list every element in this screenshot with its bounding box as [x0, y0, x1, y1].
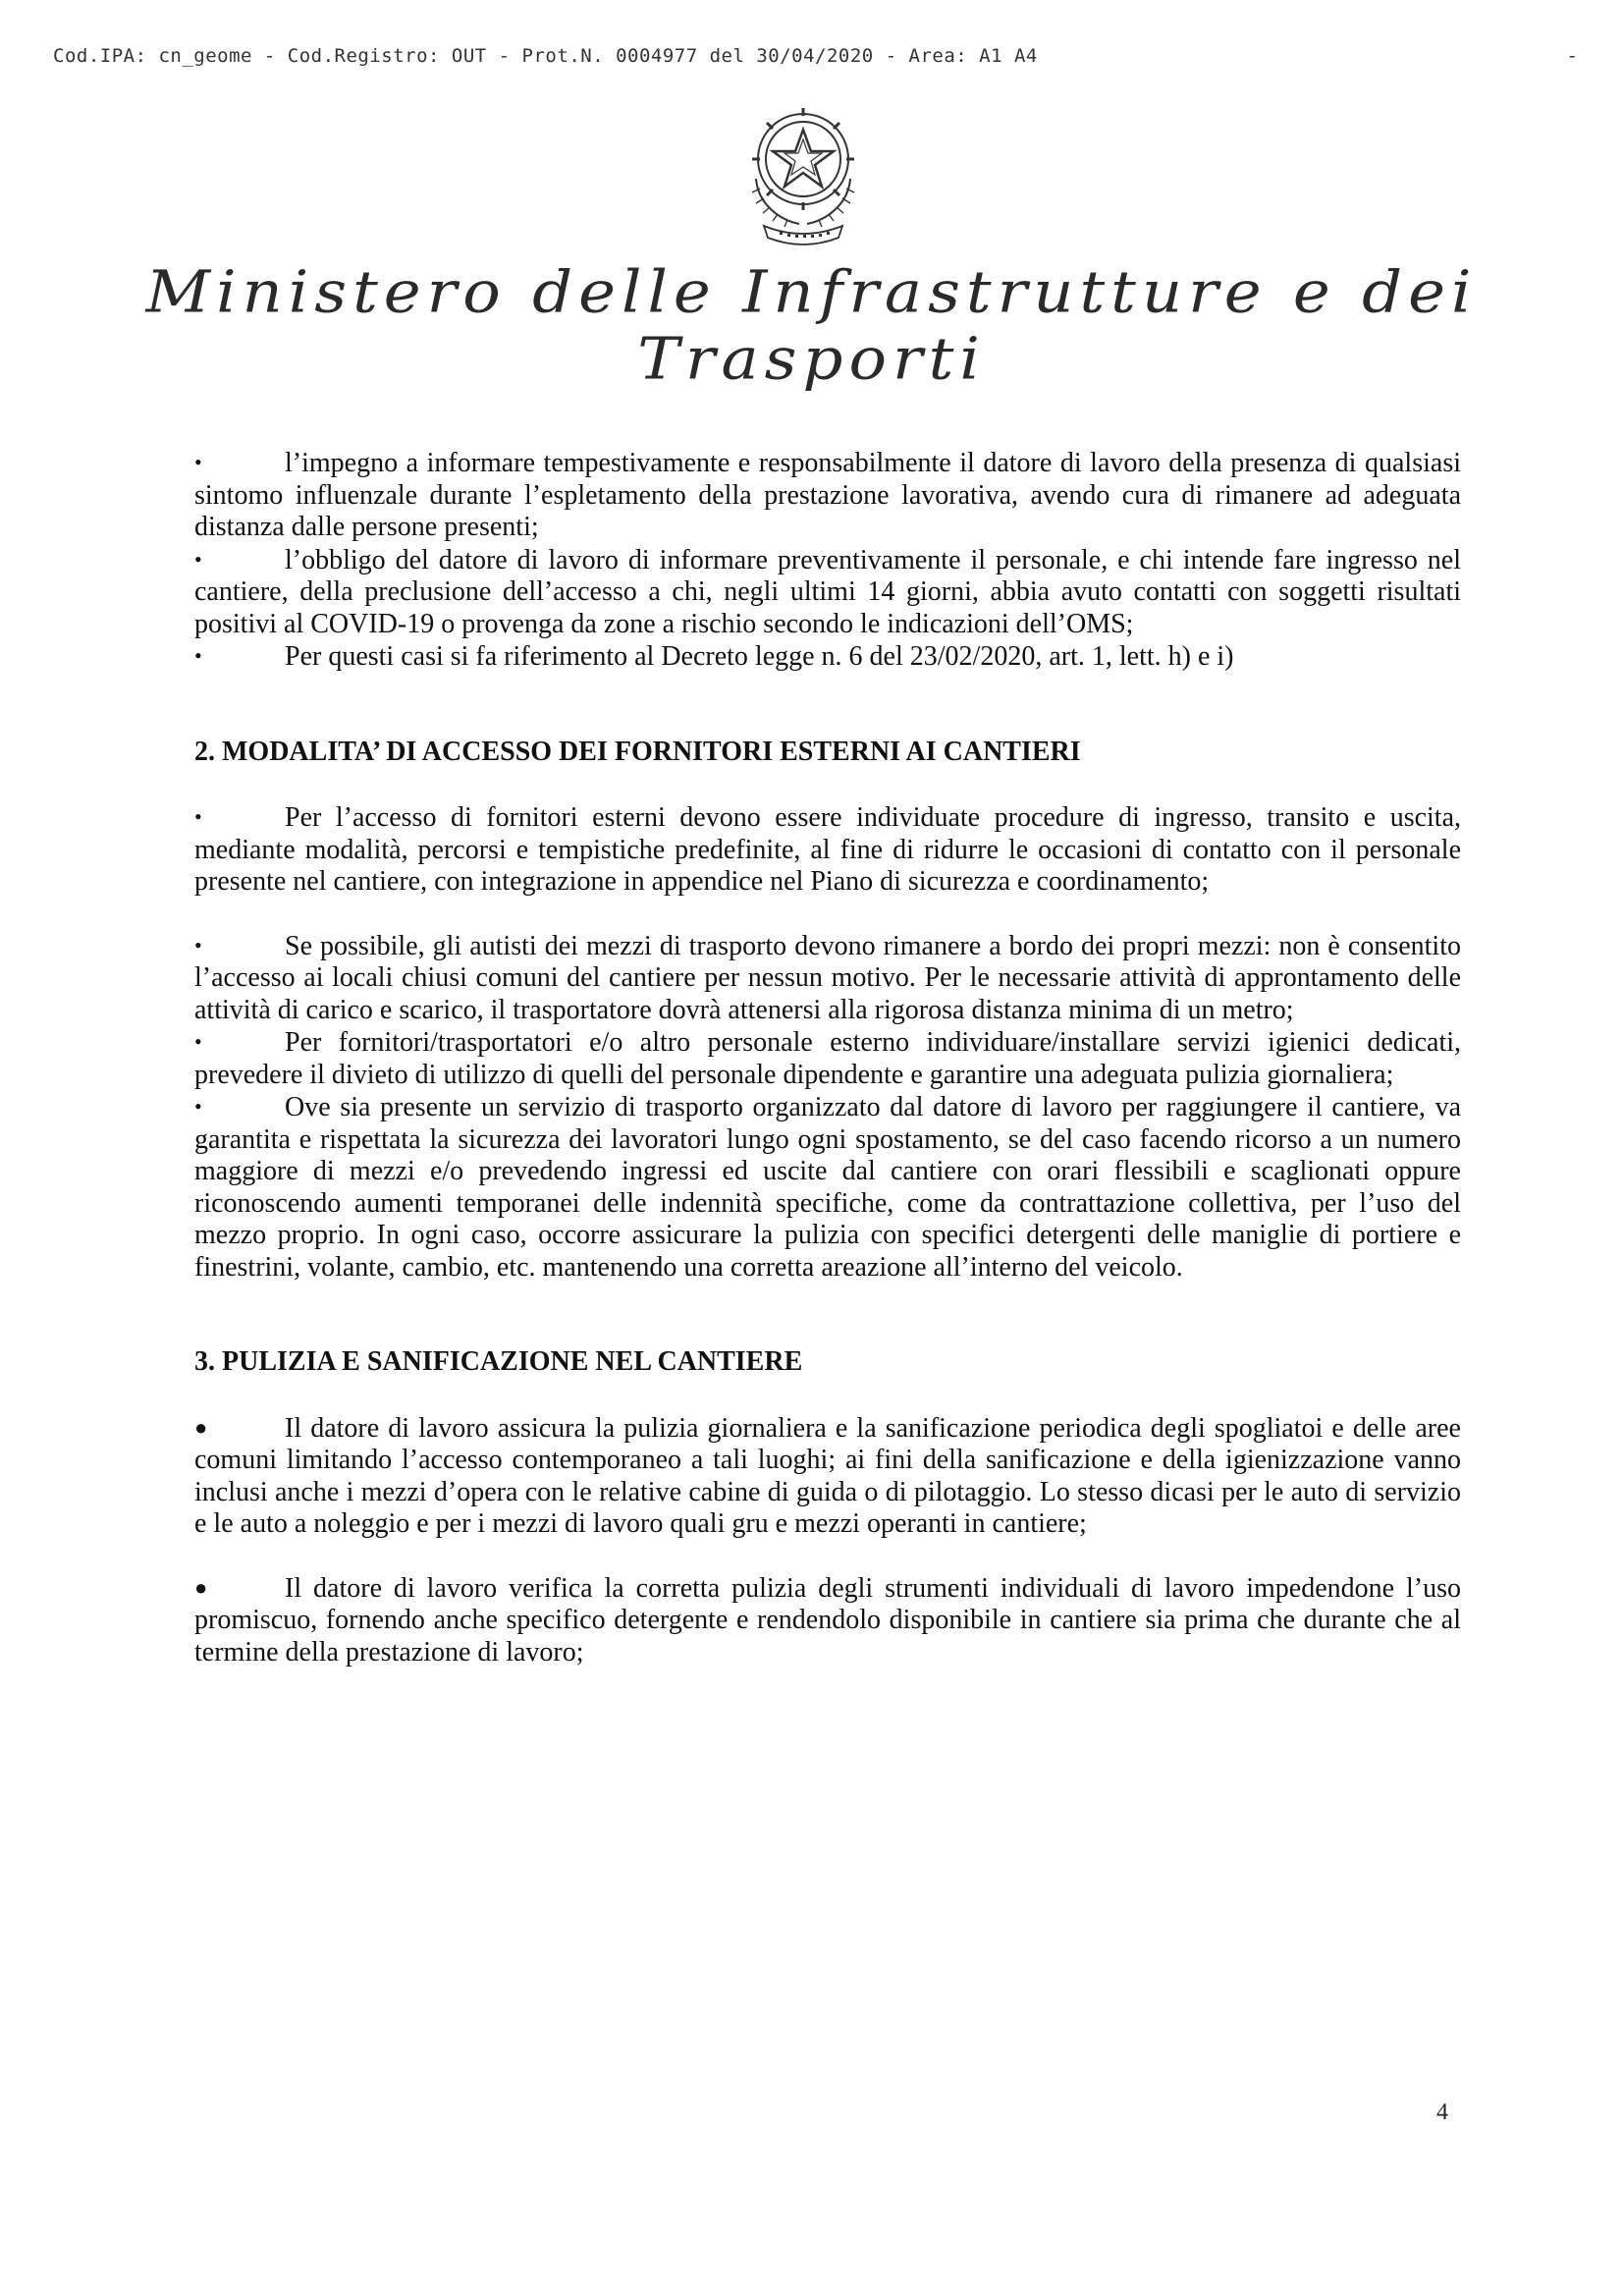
list-item — [194, 1026, 1461, 1091]
bullet-icon: • — [194, 804, 202, 829]
bullet-icon: • — [194, 932, 202, 957]
section-heading: 3. PULIZIA E SANIFICAZIONE NEL CANTIERE — [194, 1346, 803, 1377]
list-item — [194, 640, 1461, 674]
bullet-icon: ● — [194, 1574, 208, 1600]
list-item-text: Per l’accesso di fornitori esterni devono essere individuate procedure di ingresso, transito e uscita, mediante modalità, percorsi e tempistiche predefinite, al fine di ridurre le occasioni di contatto con il personale presente nel cantiere, con integrazione in appendice nel Piano di sicurezza e coordinamento; — [194, 802, 1461, 897]
page-number: 4 — [1436, 2100, 1448, 2125]
list-item-text: Il datore di lavoro assicura la pulizia giornaliera e la sanificazione periodica degli spogliatoi e delle aree comuni limitando l’accesso contemporaneo a tali luoghi; ai fini della sanificazione e della igienizzazione vanno inclusi anche i mezzi d’opera con le relative cabine di guida o di pilotaggio. Lo stesso dicasi per le auto di servizio e le auto a noleggio e per i mezzi di lavoro quali gru e mezzi operanti in cantiere; — [194, 1412, 1461, 1539]
bullet-icon: • — [194, 1029, 202, 1054]
list-item — [194, 1412, 1461, 1541]
list-item — [194, 930, 1461, 1027]
list-item-text: Per questi casi si fa riferimento al Decreto legge n. 6 del 23/02/2020, art. 1, lett. h) e i) — [285, 641, 1234, 672]
document-body — [194, 447, 1461, 1668]
protocol-stamp: Cod.IPA: cn_geome - Cod.Registro: OUT - Prot.N. 0004977 del 30/04/2020 - Area: A1 A4 — [53, 45, 1038, 67]
ministry-title: Ministero delle Infrastrutture e dei Trasporti — [145, 258, 1478, 394]
list-item — [194, 801, 1461, 899]
protocol-dash: - — [1566, 45, 1578, 67]
list-item — [194, 1091, 1461, 1284]
section-heading: 2. MODALITA’ DI ACCESSO DEI FORNITORI ESTERNI AI CANTIERI — [194, 736, 1081, 767]
list-item-text: Se possibile, gli autisti dei mezzi di trasporto devono rimanere a bordo dei propri mezzi: non è consentito l’accesso ai locali chiusi comuni del cantiere per nessun motivo. Per le necessarie attività di approntamento delle attività di carico e scarico, il trasportatore dovrà attenersi alla rigorosa distanza minima di un metro; — [194, 930, 1461, 1025]
list-item-text: Per fornitori/trasportatori e/o altro personale esterno individuare/installare servizi igienici dedicati, prevedere il divieto di utilizzo di quelli del personale dipendente e garantire una adeguata pulizia giornaliera; — [194, 1027, 1461, 1090]
bullet-icon: • — [194, 450, 202, 474]
list-item — [194, 1572, 1461, 1669]
list-item — [194, 544, 1461, 641]
italian-republic-emblem-icon — [734, 94, 872, 251]
bullet-icon: • — [194, 643, 202, 668]
bullet-icon: ● — [194, 1414, 208, 1440]
bullet-icon: • — [194, 1094, 202, 1119]
bullet-icon: • — [194, 546, 202, 572]
list-item-text: Il datore di lavoro verifica la corretta pulizia degli strumenti individuali di lavoro impedendone l’uso promiscuo, fornendo anche specifico detergente e rendendolo disponibile in cantiere sia prima che durante che al termine della prestazione di lavoro; — [194, 1572, 1461, 1667]
list-item-text: l’obbligo del datore di lavoro di informare preventivamente il personale, e chi intende fare ingresso nel cantiere, della preclusione dell’accesso a chi, negli ultimi 14 giorni, abbia avuto contatti con soggetti risultati positivi al COVID-19 o provenga da zone a rischio secondo le indicazioni dell’OMS; — [194, 544, 1461, 639]
list-item-text: l’impegno a informare tempestivamente e responsabilmente il datore di lavoro della presenza di qualsiasi sintomo influenzale durante l’espletamento della prestazione lavorativa, avendo cura di rimanere ad adeguata distanza dalle persone presenti; — [194, 448, 1461, 542]
list-item — [194, 447, 1461, 544]
list-item-text: Ove sia presente un servizio di trasporto organizzato dal datore di lavoro per raggiungere il cantiere, va garantita e rispettata la sicurezza dei lavoratori lungo ogni spostamento, se del caso facendo ricorso a un numero maggiore di mezzi e/o prevedendo ingressi ed uscite dal cantiere con orari flessibili e scaglionati oppure riconoscendo aumenti temporanei delle indennità specifiche, come da contrattazione collettiva, per l’uso del mezzo proprio. In ogni caso, occorre assicurare la pulizia con specifici detergenti delle maniglie di portiere e finestrini, volante, cambio, etc. mantenendo una corretta areazione all’interno del veicolo. — [194, 1092, 1461, 1283]
